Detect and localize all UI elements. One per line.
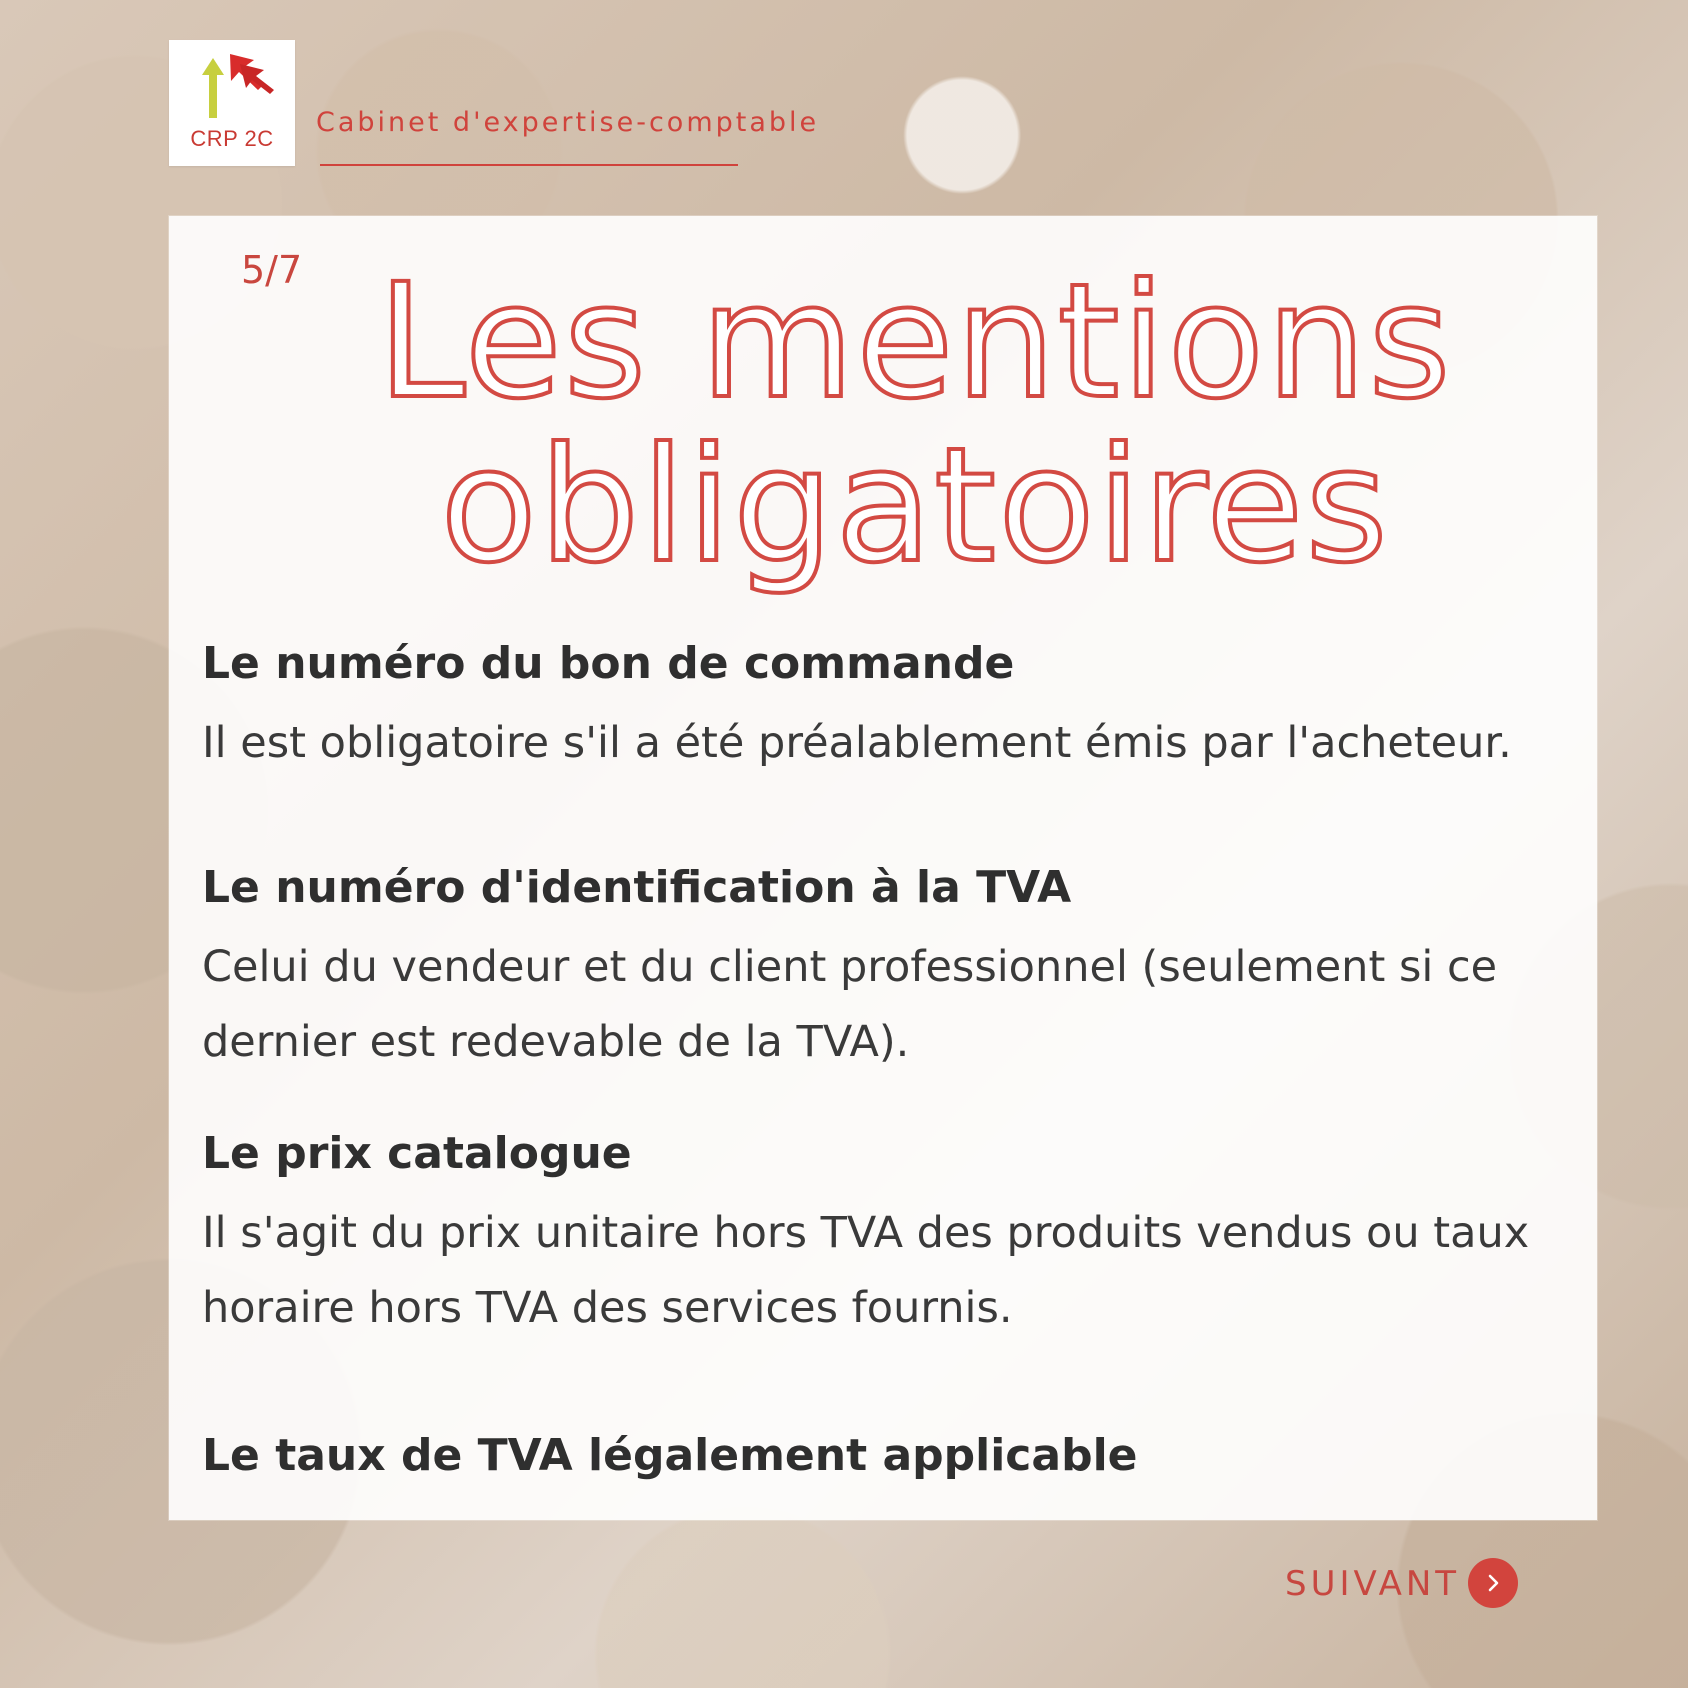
next-label[interactable]: SUIVANT [1285, 1564, 1461, 1604]
section-text: Celui du vendeur et du client professionnel (seulement si ce dernier est redevable de la TVA). [202, 942, 1498, 1067]
section-vat-identification [202, 862, 1562, 1080]
section-catalog-price [202, 1128, 1562, 1346]
section-text: Il est obligatoire s'il a été préalablement émis par l'acheteur. [202, 718, 1512, 768]
section-title: Le numéro du bon de commande [202, 638, 1015, 689]
tagline-underline [320, 164, 738, 166]
logo-text: CRP 2C [190, 126, 274, 151]
section-text: Il s'agit du prix unitaire hors TVA des produits vendus ou taux horaire hors TVA des services fournis. [202, 1208, 1530, 1333]
section-vat-rate [202, 1430, 1562, 1482]
section-order-number [202, 638, 1562, 781]
brand-logo [169, 40, 295, 166]
section-title: Le prix catalogue [202, 1128, 632, 1179]
section-title: Le numéro d'identification à la TVA [202, 862, 1072, 913]
arrows-logo-icon [184, 50, 280, 122]
chevron-right-icon [1481, 1571, 1505, 1595]
company-tagline: Cabinet d'expertise-comptable [316, 107, 820, 138]
page-indicator: 5/7 [241, 248, 303, 292]
section-title: Le taux de TVA légalement applicable [202, 1430, 1138, 1481]
page-title: Les mentions obligatoires [377, 250, 1453, 598]
next-button[interactable] [1468, 1558, 1518, 1608]
